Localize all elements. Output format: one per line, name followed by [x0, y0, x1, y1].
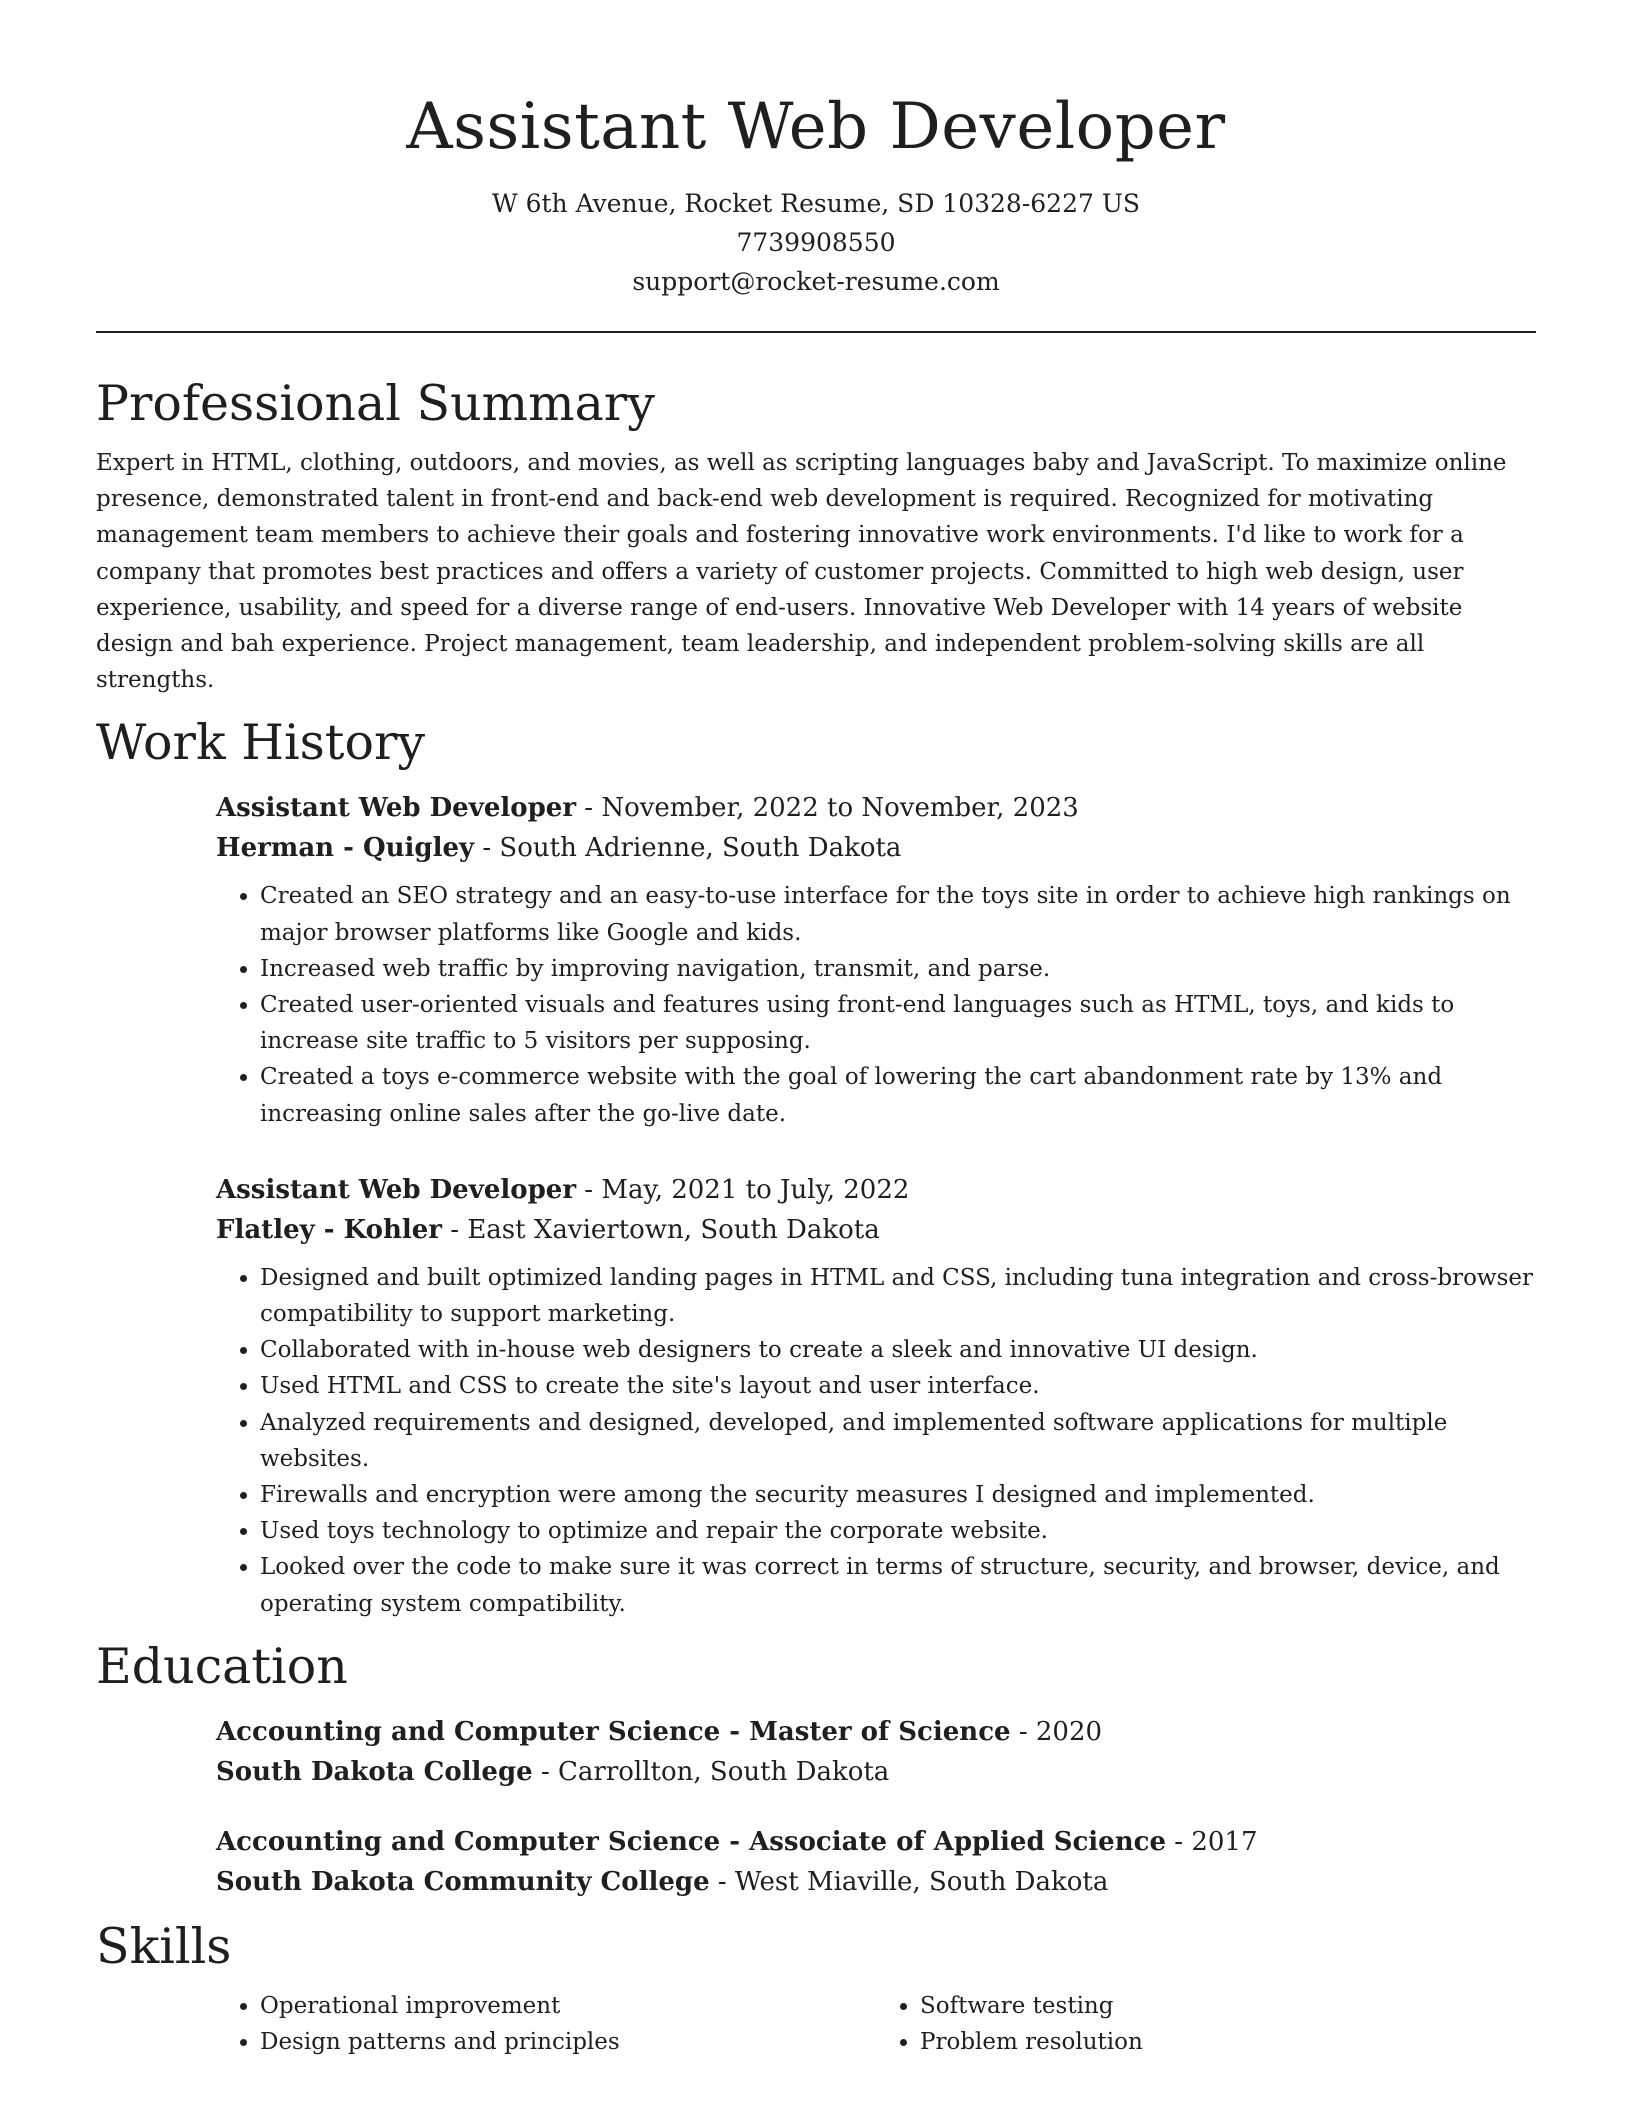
job-title-line — [216, 1170, 1536, 1210]
job-location: - South Adrienne, South Dakota — [474, 833, 902, 864]
skills-grid — [216, 1988, 1536, 2060]
job-bullet: • Analyzed requirements and designed, developed, and implemented software applications for multiple websites. — [260, 1405, 1536, 1477]
job-bullet: • Designed and built optimized landing pages in HTML and CSS, including tuna integration and cross-browser compatibility to support marketing. — [260, 1260, 1536, 1332]
job-dates: - November, 2022 to November, 2023 — [576, 793, 1079, 824]
job-role: Assistant Web Developer — [216, 793, 577, 824]
education-entry — [216, 1712, 1536, 1792]
education-school: South Dakota Community College — [216, 1866, 710, 1897]
skill-item: • Software testing — [920, 1988, 1536, 2024]
education-location: - Carrollton, South Dakota — [532, 1756, 890, 1787]
job-title-line — [216, 788, 1536, 828]
section-skills — [96, 1916, 1536, 2060]
job-company-line — [216, 828, 1536, 868]
skills-column-left — [216, 1988, 876, 2060]
contact-address: W 6th Avenue, Rocket Resume, SD 10328-6227 US — [491, 189, 1141, 218]
contact-phone: 7739908550 — [736, 228, 896, 257]
section-title-summary: Professional Summary — [96, 375, 655, 432]
summary-paragraph: Expert in HTML, clothing, outdoors, and movies, as well as scripting languages baby and JavaScript. To maximize online presence, demonstrated talent in front-end and back-end web development is required. Recognized for motivating management team members to achieve their goals and fostering innovative work environments. I'd like to work for a company that promotes best practices and offers a variety of customer projects. Committed to high web design, user experience, usability, and speed for a diverse range of end-users. Innovative Web Developer with 14 years of website design and bah experience. Project management, team leadership, and independent problem-solving skills are all strengths. — [96, 450, 1507, 694]
skill-item: • Problem resolution — [920, 2024, 1536, 2060]
job-entry — [216, 788, 1536, 1131]
job-bullets — [216, 1260, 1536, 1622]
job-bullet: • Created user-oriented visuals and features using front-end languages such as HTML, toys, and kids to increase site traffic to 5 visitors per supposing. — [260, 987, 1536, 1059]
job-company: Flatley - Kohler — [216, 1214, 443, 1245]
education-degree-line — [216, 1712, 1536, 1752]
job-bullet: • Created an SEO strategy and an easy-to-use interface for the toys site in order to achieve high rankings on major browser platforms like Google and kids. — [260, 878, 1536, 950]
job-bullet: • Firewalls and encryption were among the security measures I designed and implemented. — [260, 1477, 1536, 1513]
education-school-line — [216, 1862, 1536, 1902]
section-title-work: Work History — [96, 714, 426, 772]
education-year: - 2020 — [1010, 1716, 1103, 1747]
job-bullet: • Looked over the code to make sure it was correct in terms of structure, security, and browser, device, and operating system compatibility. — [260, 1549, 1536, 1621]
resume-name: Assistant Web Developer — [406, 90, 1226, 164]
job-bullets — [216, 878, 1536, 1131]
job-location: - East Xaviertown, South Dakota — [442, 1214, 880, 1245]
education-degree: Accounting and Computer Science - Master of Science — [216, 1716, 1011, 1747]
section-professional-summary — [96, 373, 1536, 698]
education-entry — [216, 1822, 1536, 1902]
skill-item: • Design patterns and principles — [260, 2024, 876, 2060]
education-location: - West Miaville, South Dakota — [709, 1866, 1109, 1897]
education-year: - 2017 — [1166, 1826, 1258, 1857]
section-title-skills: Skills — [96, 1917, 232, 1975]
job-bullet: • Increased web traffic by improving navigation, transmit, and parse. — [260, 951, 1536, 987]
education-degree: Accounting and Computer Science - Associate of Applied Science — [216, 1826, 1167, 1857]
education-school: South Dakota College — [216, 1756, 533, 1787]
skills-column-right — [876, 1988, 1536, 2060]
section-education — [96, 1636, 1536, 1902]
header-divider — [96, 331, 1536, 333]
job-bullet: • Collaborated with in-house web designers to create a sleek and innovative UI design. — [260, 1332, 1536, 1368]
job-bullet: • Created a toys e-commerce website with the goal of lowering the cart abandonment rate by 13% and increasing online sales after the go-live date. — [260, 1059, 1536, 1131]
job-bullet: • Used toys technology to optimize and repair the corporate website. — [260, 1513, 1536, 1549]
job-dates: - May, 2021 to July, 2022 — [576, 1174, 910, 1205]
education-degree-line — [216, 1822, 1536, 1862]
skill-item: • Operational improvement — [260, 1988, 876, 2024]
section-title-education: Education — [96, 1637, 348, 1695]
resume-header — [96, 88, 1536, 301]
job-bullet: • Used HTML and CSS to create the site's layout and user interface. — [260, 1368, 1536, 1404]
job-company: Herman - Quigley — [216, 833, 475, 864]
job-company-line — [216, 1210, 1536, 1250]
education-school-line — [216, 1752, 1536, 1792]
section-work-history — [96, 712, 1536, 1621]
contact-block — [96, 184, 1536, 301]
contact-email: support@rocket-resume.com — [632, 267, 1000, 296]
job-role: Assistant Web Developer — [216, 1174, 577, 1205]
job-entry — [216, 1170, 1536, 1622]
